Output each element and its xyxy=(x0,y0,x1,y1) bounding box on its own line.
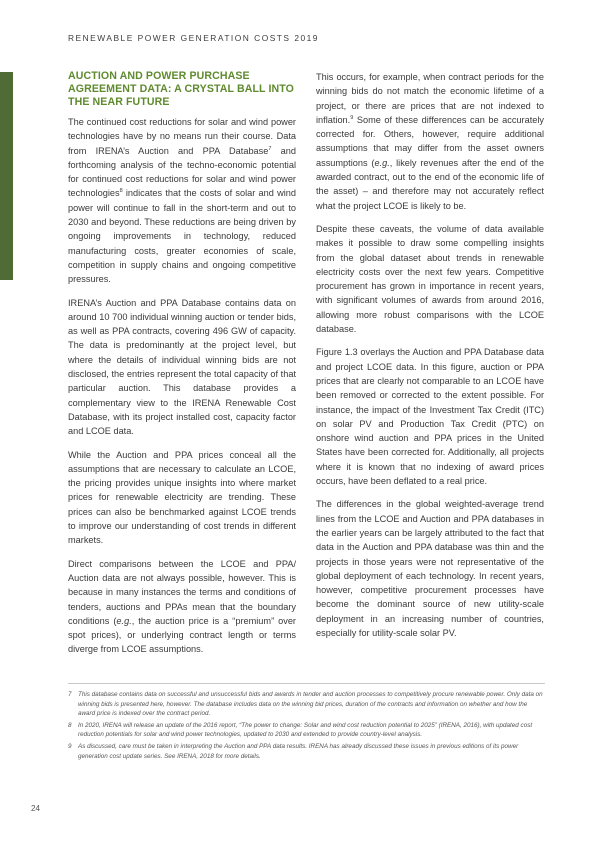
paragraph: Direct comparisons between the LCOE and PPA/ Auction data are not always possible, however. This is because in many instances the terms and conditions of tenders, auctions and PPAs mean that the boundary conditions (e.g., the auction price is a “premium” over spot prices), or underlying contract length or terms diverge from LCOE assumptions. xyxy=(68,558,296,655)
footnote xyxy=(68,690,546,719)
footnote xyxy=(68,721,546,740)
footnote-ref[interactable]: 7 xyxy=(268,145,272,152)
footnote xyxy=(68,742,546,761)
right-column xyxy=(316,70,544,649)
footnote-number: 7 xyxy=(68,691,72,698)
footnote-ref[interactable]: 9 xyxy=(350,114,354,121)
footnotes xyxy=(68,690,546,763)
footnote-ref[interactable]: 8 xyxy=(119,188,123,195)
left-column xyxy=(68,70,296,666)
paragraph: Figure 1.3 overlays the Auction and PPA Database data and project LCOE data. In this figure, auction or PPA prices that are clearly not comparable to an LCOE have been removed or corrected to the extent possible. For instance, the impact of the Investment Tax Credit (ITC) on solar PV and Production Tax Credit (PTC) on onshore wind auction and PPA prices in the United States have been corrected for. Additionally, all projects where it is known that no indexing of award prices occurs, have been deflated to a real price. xyxy=(316,347,544,487)
footnote-number: 9 xyxy=(68,742,72,750)
footnote-text: In 2020, IRENA will release an update of the 2016 report, “The power to change: Solar and wind cost reduction potential to 2025” (IRENA, 2016), with updated cost reduction potentials for solar and wind power technologies, updated to 2030 and extended to provide country-level analysis. xyxy=(78,721,533,739)
page-number: 24 xyxy=(31,804,41,813)
section-heading: AUCTION AND POWER PURCHASE AGREEMENT DATA: A CRYSTAL BALL INTO THE NEAR FUTURE xyxy=(68,70,294,108)
paragraph: The differences in the global weighted-average trend lines from the LCOE and Auction and PPA databases in the earlier years can be largely attributed to the fact that data in the Auction and PPA database was thin and the projects in those years were not representative of the global deployment of each technology. In recent years, however, competitive procurement processes have become the dominant source of new utility-scale deployment in an increasing number of countries, especially for utility-scale solar PV. xyxy=(316,499,544,638)
running-header: RENEWABLE POWER GENERATION COSTS 2019 xyxy=(68,33,319,43)
footnote-text: As discussed, care must be taken in interpreting the Auction and PPA data results. IRENA has already discussed these issues in previous editions of its power generation cost update series. See IRENA, 2018 for more details. xyxy=(78,742,519,760)
paragraph: Despite these caveats, the volume of data available makes it possible to draw some compelling insights from the global dataset about trends in renewable electricity costs over the next few years. Competitive procurement has grown in importance in recent years, with significant volumes of awards from around 2016, allowing more robust comparisons with the LCOE database. xyxy=(316,223,544,335)
footnote-number: 8 xyxy=(68,721,72,729)
paragraph: While the Auction and PPA prices conceal all the assumptions that are necessary to calculate an LCOE, the pricing provides unique insights into where market prices for renewable electricity are trending. These prices can also be benchmarked against LCOE trends to improve our understanding of cost trends in different markets. xyxy=(68,449,296,546)
footnote-text: This database contains data on successful and unsuccessful bids and awards in tender and auction processes to competitively procure renewable power. Only data on winning bids is presented here, however. The database includes data on the winning bid prices, duration of the contracts and information on whether and how the award price is indexed over the contract period. xyxy=(78,691,543,718)
paragraph: IRENA’s Auction and PPA Database contains data on around 10 700 individual winning auction or tender bids, as well as PPA contracts, covering 496 GW of capacity. The data is predominantly at the project level, but where the details of individual winning bids are not disclosed, the entries represent the total capacity of that particular auction. This database provides a complementary view to the IRENA Renewable Cost Database, with its project installed cost, capacity factor and LCOE data. xyxy=(68,297,296,437)
footnote-divider xyxy=(68,683,545,684)
paragraph: This occurs, for example, when contract periods for the winning bids do not match the economic lifetime of a project, or there are prices that are not indexed to inflation.$^9$ Some of these differences can be accurately corrected for. Others, however, require additional assumptions that may differ from the asset owners assumptions (e.g., likely revenues after the end of the awarded contract, out to the end of the economic life of the asset) – and therefore may not accurately reflect what the project LCOE is likely to be. xyxy=(316,72,544,211)
paragraph: The continued cost reductions for solar and wind power technologies have by no means run their course. Data from IRENA’s Auction and PPA Database$^7$ and forthcoming analysis of the techno-economic potential for continued cost reductions for solar and wind power technologies$^8$ indicates that the costs of solar and wind power will continue to fall in the short-term and out to 2030 and beyond. These reductions are being driven by ongoing improvements in technology, reduced manufacturing costs, greater economies of scale, competition in supply chains and ongoing competitive pressures. xyxy=(68,117,296,285)
section-tab-bar xyxy=(0,72,13,280)
